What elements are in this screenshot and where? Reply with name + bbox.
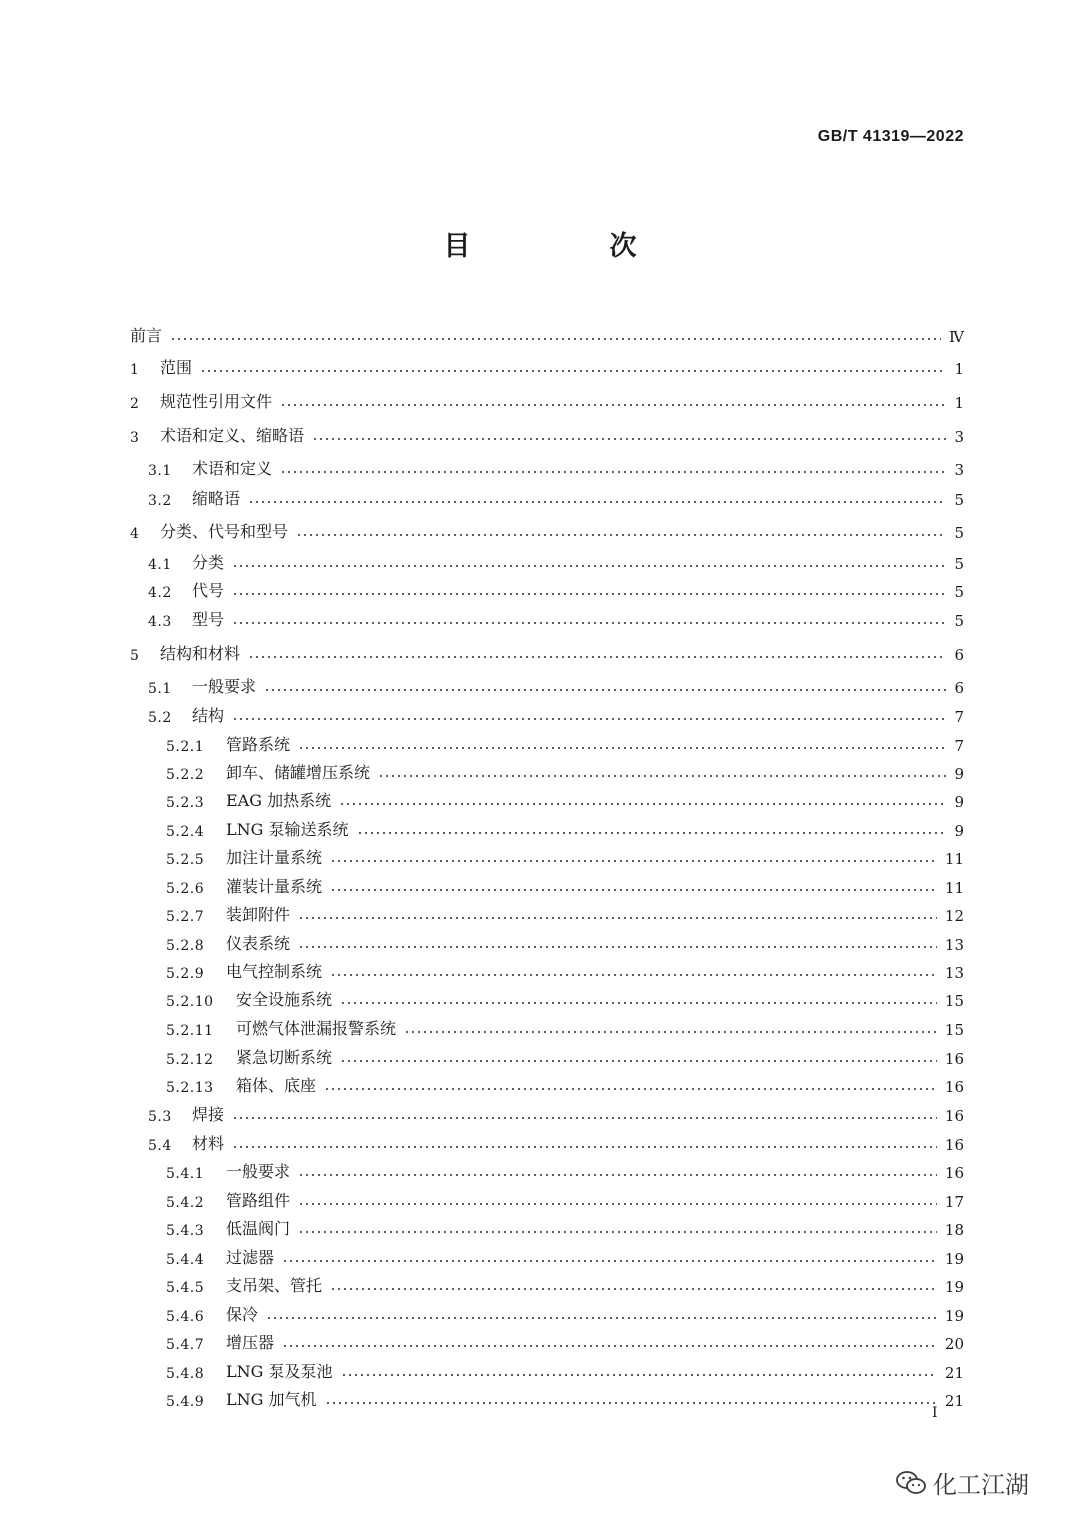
toc-entry-page: 7 — [954, 708, 964, 726]
toc-entry-number: 5.1 — [148, 681, 172, 697]
toc-entry-page: 1 — [954, 360, 964, 378]
toc-entry-page: 19 — [944, 1250, 964, 1268]
toc-entry-page: 17 — [944, 1193, 964, 1211]
toc-entry-page: 6 — [954, 679, 964, 697]
toc-leader-dots — [298, 747, 946, 749]
toc-leader-dots — [330, 860, 937, 862]
toc-entry[interactable] — [130, 486, 964, 509]
toc-entry[interactable] — [130, 760, 964, 783]
toc-entry-title: EAG 加热系统 — [226, 791, 332, 810]
toc-entry-number: 5.4.3 — [166, 1223, 205, 1239]
toc-leader-dots — [200, 370, 946, 372]
toc-entry-title: 增压器 — [226, 1333, 275, 1352]
toc-entry-page: 5 — [954, 491, 964, 509]
toc-entry-page: Ⅳ — [949, 328, 964, 346]
toc-leader-dots — [298, 917, 937, 919]
toc-leader-dots — [339, 803, 946, 805]
toc-entry-title: 可燃气体泄漏报警系统 — [236, 1019, 397, 1038]
toc-entry-title: 卸车、储罐增压系统 — [226, 763, 371, 782]
toc-entry-page: 11 — [944, 850, 964, 868]
toc-entry-title: 前言 — [130, 326, 163, 345]
watermark — [895, 1465, 1029, 1500]
toc-entry[interactable] — [130, 607, 964, 630]
toc-entry[interactable] — [130, 456, 964, 479]
toc-entry-title: 管路组件 — [226, 1191, 291, 1210]
toc-entry-number: 5.2.8 — [166, 938, 205, 954]
toc-entry[interactable] — [130, 578, 964, 601]
toc-entry-page: 15 — [944, 1021, 964, 1039]
toc-entry[interactable] — [130, 1102, 964, 1125]
toc-entry-title: 焊接 — [192, 1105, 225, 1124]
toc-entry-number: 5.2.12 — [166, 1052, 214, 1068]
toc-leader-dots — [282, 1260, 937, 1262]
toc-entry-number: 5.4.9 — [166, 1394, 205, 1410]
toc-entry-page: 9 — [954, 822, 964, 840]
toc-leader-dots — [312, 438, 946, 440]
toc-entry[interactable] — [130, 674, 964, 697]
toc-entry[interactable] — [130, 1245, 964, 1268]
toc-leader-dots — [248, 501, 946, 503]
toc-entry[interactable] — [130, 902, 964, 925]
toc-entry-number: 5.2.10 — [166, 994, 214, 1010]
toc-entry[interactable] — [130, 1045, 964, 1068]
toc-entry-number: 5.2 — [148, 710, 172, 726]
standard-code: GB/T 41319—2022 — [817, 128, 964, 145]
toc-entry[interactable] — [130, 845, 964, 868]
toc-entry[interactable] — [130, 874, 964, 897]
toc-entry-number: 4 — [130, 526, 140, 542]
toc-leader-dots — [266, 1317, 937, 1319]
toc-entry[interactable] — [130, 703, 964, 726]
toc-leader-dots — [404, 1031, 937, 1033]
toc-entry-number: 5.4.6 — [166, 1309, 205, 1325]
toc-leader-dots — [298, 1231, 937, 1233]
toc-entry-number: 4.1 — [148, 557, 172, 573]
toc-entry-page: 19 — [944, 1278, 964, 1296]
toc-entry[interactable] — [130, 355, 964, 378]
toc-entry-number: 5.2.5 — [166, 852, 205, 868]
toc-entry-number: 5.2.6 — [166, 881, 205, 897]
toc-entry-title: 加注计量系统 — [226, 848, 323, 867]
toc-entry-title: 管路系统 — [226, 735, 291, 754]
toc-entry-page: 7 — [954, 737, 964, 755]
toc-entry-number: 5.2.1 — [166, 739, 205, 755]
toc-entry-title: 仪表系统 — [226, 934, 291, 953]
toc-leader-dots — [298, 946, 937, 948]
toc-entry-number: 5.4.2 — [166, 1195, 205, 1211]
toc-entry-title: 电气控制系统 — [226, 962, 323, 981]
toc-entry[interactable] — [130, 987, 964, 1010]
toc-entry[interactable] — [130, 1131, 964, 1154]
toc-entry-number: 5.2.3 — [166, 795, 205, 811]
toc-entry-title: 灌装计量系统 — [226, 877, 323, 896]
toc-entry-title: 分类、代号和型号 — [160, 522, 289, 541]
toc-entry-page: 13 — [944, 964, 964, 982]
toc-entry[interactable] — [130, 732, 964, 755]
toc-entry[interactable] — [130, 1387, 964, 1410]
toc-entry-title: 低温阀门 — [226, 1219, 291, 1238]
toc-leader-dots — [264, 689, 946, 691]
toc-entry-number: 3.1 — [148, 463, 172, 479]
toc-leader-dots — [232, 565, 946, 567]
toc-entry[interactable] — [130, 423, 964, 446]
toc-leader-dots — [232, 1117, 937, 1119]
toc-entry-page: 15 — [944, 992, 964, 1010]
toc-entry-page: 3 — [954, 428, 964, 446]
toc-entry-number: 5.4 — [148, 1138, 172, 1154]
toc-entry-page: 20 — [944, 1335, 964, 1353]
toc-entry-page: 18 — [944, 1221, 964, 1239]
toc-leader-dots — [232, 593, 946, 595]
toc-entry-page: 1 — [954, 394, 964, 412]
toc-entry[interactable] — [130, 1273, 964, 1296]
toc-leader-dots — [280, 404, 946, 406]
toc-entry[interactable] — [130, 1073, 964, 1096]
toc-entry-number: 5.2.2 — [166, 767, 205, 783]
toc-entry-number: 5.2.7 — [166, 909, 205, 925]
toc-entry-title: 代号 — [192, 581, 225, 600]
toc-entry-title: 缩略语 — [192, 489, 241, 508]
toc-entry-page: 9 — [954, 765, 964, 783]
toc-leader-dots — [282, 1345, 937, 1347]
toc-entry-title: 型号 — [192, 610, 225, 629]
toc-entry-title: 一般要求 — [226, 1162, 291, 1181]
toc-title: 目 次 — [443, 231, 693, 262]
toc-entry-number: 5.3 — [148, 1109, 172, 1125]
toc-entry-number: 5.4.5 — [166, 1280, 205, 1296]
toc-entry-number: 5.4.7 — [166, 1337, 205, 1353]
toc-entry[interactable] — [130, 817, 964, 840]
toc-leader-dots — [357, 832, 947, 834]
toc-entry-page: 21 — [944, 1364, 964, 1382]
toc-entry-page: 5 — [954, 524, 964, 542]
toc-leader-dots — [298, 1174, 937, 1176]
toc-entry-number: 4.3 — [148, 614, 172, 630]
toc-entry-title: 安全设施系统 — [236, 990, 333, 1009]
toc-entry-number: 5.2.4 — [166, 824, 205, 840]
toc-entry-title: 保冷 — [226, 1305, 259, 1324]
toc-entry-title: 术语和定义 — [192, 459, 273, 478]
toc-entry[interactable] — [130, 519, 964, 542]
toc-entry-title: 紧急切断系统 — [236, 1048, 333, 1067]
toc-entry-title: 一般要求 — [192, 677, 257, 696]
toc-leader-dots — [232, 622, 946, 624]
toc-entry-title: LNG 加气机 — [226, 1390, 317, 1409]
toc-entry[interactable] — [130, 550, 964, 573]
toc-leader-dots — [248, 656, 946, 658]
toc-entry-number: 1 — [130, 362, 140, 378]
toc-leader-dots — [325, 1402, 937, 1404]
toc-entry-page: 6 — [954, 646, 964, 664]
toc-entry[interactable] — [130, 1330, 964, 1353]
toc-entry-number: 5.4.1 — [166, 1166, 205, 1182]
toc-entry[interactable] — [130, 389, 964, 412]
toc-entry-page: 5 — [954, 555, 964, 573]
toc-entry[interactable] — [130, 641, 964, 664]
wechat-icon — [895, 1469, 927, 1497]
toc-leader-dots — [340, 1002, 937, 1004]
toc-leader-dots — [280, 471, 946, 473]
toc-entry-number: 3.2 — [148, 493, 172, 509]
toc-entry-number: 5.2.13 — [166, 1080, 214, 1096]
toc-leader-dots — [378, 775, 946, 777]
toc-leader-dots — [340, 1060, 937, 1062]
toc-entry-title: 装卸附件 — [226, 905, 291, 924]
toc-entry-page: 16 — [944, 1078, 964, 1096]
toc-entry-title: 支吊架、管托 — [226, 1276, 323, 1295]
toc-entry[interactable] — [130, 1188, 964, 1211]
toc-leader-dots — [296, 534, 946, 536]
toc-entry-number: 5.2.9 — [166, 966, 205, 982]
toc-entry-title: 箱体、底座 — [236, 1076, 317, 1095]
toc-leader-dots — [232, 718, 946, 720]
toc-leader-dots — [330, 889, 937, 891]
toc-leader-dots — [298, 1203, 937, 1205]
toc-entry-page: 3 — [954, 461, 964, 479]
toc-entry-number: 2 — [130, 396, 140, 412]
toc-entry-page: 5 — [954, 583, 964, 601]
toc-entry[interactable] — [130, 1302, 964, 1325]
toc-entry[interactable] — [130, 1159, 964, 1182]
toc-entry-number: 5 — [130, 648, 140, 664]
toc-entry-title: 结构和材料 — [160, 644, 241, 663]
toc-leader-dots — [170, 338, 941, 340]
toc-leader-dots — [341, 1374, 937, 1376]
toc-entry-page: 5 — [954, 612, 964, 630]
toc-entry[interactable] — [130, 1016, 964, 1039]
toc-entry-page: 16 — [944, 1164, 964, 1182]
toc-entry-title: 过滤器 — [226, 1248, 275, 1267]
watermark-text: 化工江湖 — [933, 1471, 1029, 1499]
toc-leader-dots — [330, 974, 937, 976]
toc-entry-page: 13 — [944, 936, 964, 954]
toc-entry-page: 16 — [944, 1050, 964, 1068]
toc-entry-title: LNG 泵输送系统 — [226, 820, 349, 839]
toc-entry-number: 4.2 — [148, 585, 172, 601]
toc-entry-page: 9 — [954, 793, 964, 811]
toc-entry-number: 3 — [130, 430, 140, 446]
toc-entry-number: 5.4.4 — [166, 1252, 205, 1268]
toc-entry-page: 21 — [944, 1392, 964, 1410]
toc-entry-page: 11 — [944, 879, 964, 897]
toc-entry[interactable] — [130, 931, 964, 954]
page-number: Ⅰ — [932, 1405, 938, 1421]
toc-leader-dots — [330, 1288, 937, 1290]
toc-entry[interactable] — [130, 788, 964, 811]
toc-entry-title: LNG 泵及泵池 — [226, 1362, 333, 1381]
toc-entry-number: 5.2.11 — [166, 1023, 214, 1039]
toc-entry-page: 16 — [944, 1107, 964, 1125]
toc-entry-title: 规范性引用文件 — [160, 392, 273, 411]
toc-leader-dots — [324, 1088, 937, 1090]
toc-entry-number: 5.4.8 — [166, 1366, 205, 1382]
toc-entry-title: 分类 — [192, 553, 225, 572]
toc-entry[interactable] — [130, 1359, 964, 1382]
toc-leader-dots — [232, 1146, 937, 1148]
toc-entry[interactable] — [130, 1216, 964, 1239]
toc-entry-title: 结构 — [192, 706, 225, 725]
toc-entry-page: 16 — [944, 1136, 964, 1154]
toc-entry[interactable] — [130, 323, 964, 346]
toc-entry-page: 19 — [944, 1307, 964, 1325]
toc-entry-title: 术语和定义、缩略语 — [160, 426, 305, 445]
toc-entry-title: 范围 — [160, 358, 193, 377]
toc-entry-page: 12 — [944, 907, 964, 925]
toc-entry-title: 材料 — [192, 1134, 225, 1153]
toc-entry[interactable] — [130, 959, 964, 982]
